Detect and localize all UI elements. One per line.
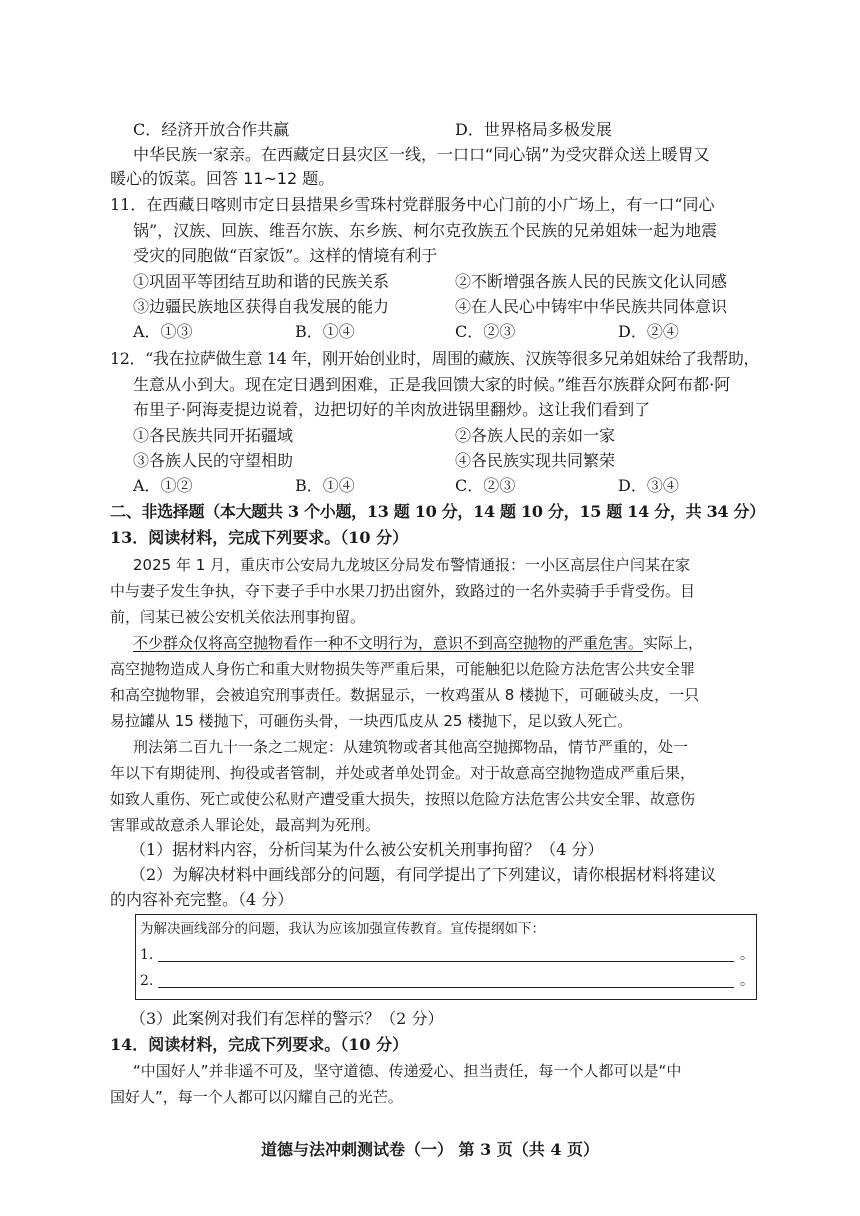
answer-box <box>135 914 757 1000</box>
q11-stem: 受灾的同胞做“百家饭”。这样的情境有利于 <box>133 246 438 265</box>
q13-sub-3: （3）此案例对我们有怎样的警示？（2 分） <box>130 1009 444 1028</box>
q13-material: 前，闫某已被公安机关依法刑事拘留。 <box>110 608 366 626</box>
intro-line: 暖心的饭菜。回答 11~12 题。 <box>110 169 335 188</box>
q13-material <box>133 631 703 655</box>
q11-choice-d: D．②④ <box>618 322 679 341</box>
q13-material: 刑法第二百九十一条之二规定：从建筑物或者其他高空抛掷物品，情节严重的，处一 <box>133 738 689 756</box>
q12-choice-c: C．②③ <box>455 476 516 495</box>
q13-sub-2: （2）为解决材料中画线部分的问题，有同学提出了下列建议，请你根据材料将建议 <box>130 865 717 884</box>
q11-choice-a: A．①③ <box>133 322 193 341</box>
q11-choice-b: B．①④ <box>295 322 355 341</box>
q13-material: 如致人重伤、死亡或使公私财产遭受重大损失，按照以危险方法危害公共安全罪、故意伤 <box>110 790 696 808</box>
q12-choice-a: A．①② <box>133 476 193 495</box>
q11-stem: 11．在西藏日喀则市定日县措果乡雪珠村党群服务中心门前的小广场上，有一口“同心 <box>110 195 715 214</box>
answer-box-header: 为解决画线部分的问题，我认为应该加强宣传教育。宣传提纲如下： <box>140 921 545 937</box>
q12-choice-d: D．③④ <box>618 476 679 495</box>
q11-statement-1: ①巩固平等团结互助和谐的民族关系 <box>133 272 390 291</box>
q13-title: 13．阅读材料，完成下列要求。（10 分） <box>110 528 409 547</box>
q11-choice-c: C．②③ <box>455 322 516 341</box>
q13-material: 易拉罐从 15 楼抛下，可砸伤头骨，一块西瓜皮从 25 楼抛下，足以致人死亡。 <box>110 712 633 730</box>
q14-material: 国好人”，每一个人都可以闪耀自己的光芒。 <box>110 1088 403 1106</box>
q12-stem: 布里子·阿海麦提边说着，边把切好的羊肉放进锅里翻炒。这让我们看到了 <box>133 400 651 419</box>
q13-material: 害罪或故意杀人罪论处，最高判为死刑。 <box>110 816 381 834</box>
q12-stem: 生意从小到大。现在定日遇到困难，正是我回馈大家的时候。”维吾尔族群众阿布都·阿 <box>133 375 731 394</box>
q14-material: “中国好人”并非遥不可及，坚守道德、传递爱心、担当责任，每一个人都可以是“中 <box>133 1062 682 1080</box>
page-footer: 道德与法冲刺测试卷（一） 第 3 页（共 4 页） <box>260 1140 600 1159</box>
q11-statement-3: ③边疆民族地区获得自我发展的能力 <box>133 297 390 316</box>
q13-material: 中与妻子发生争执，夺下妻子手中水果刀扔出窗外，致路过的一名外卖骑手手背受伤。目 <box>110 582 696 600</box>
answer-end-mark: 。 <box>740 947 754 963</box>
q12-stem: 12．“我在拉萨做生意 14 年，刚开始创业时，周围的藏族、汉族等很多兄弟姐妹给了我帮助， <box>110 349 760 368</box>
answer-blank-1[interactable] <box>158 947 734 962</box>
answer-end-mark: 。 <box>740 973 754 989</box>
q12-statement-1: ①各民族共同开拓疆域 <box>133 426 294 445</box>
q14-title: 14．阅读材料，完成下列要求。（10 分） <box>110 1035 409 1054</box>
q13-material: 高空抛物造成人身伤亡和重大财物损失等严重后果，可能触犯以危险方法危害公共安全罪 <box>110 660 696 678</box>
q13-material: 年以下有期徒刑、拘役或者管制，并处或者单处罚金。对于故意高空抛物造成严重后果， <box>110 764 696 782</box>
intro-line: 中华民族一家亲。在西藏定日县灾区一线，一口口“同心锅”为受灾群众送上暖胃又 <box>133 145 710 164</box>
q13-material: 和高空抛物罪，会被追究刑事责任。数据显示，一枚鸡蛋从 8 楼抛下，可砸破头皮，一只 <box>110 686 700 704</box>
option-c: C．经济开放合作共赢 <box>133 120 290 139</box>
option-d: D．世界格局多极发展 <box>455 120 612 139</box>
answer-item-label: 1. <box>140 947 154 963</box>
q11-stem: 锅”，汉族、回族、维吾尔族、东乡族、柯尔克孜族五个民族的兄弟姐妹一起为地震 <box>133 221 718 240</box>
q12-statement-4: ④各民族实现共同繁荣 <box>455 451 616 470</box>
material-text: 实际上， <box>643 634 704 652</box>
q13-sub-1: （1）据材料内容，分析闫某为什么被公安机关刑事拘留？（4 分） <box>130 840 604 859</box>
answer-blank-2[interactable] <box>158 973 734 988</box>
answer-item-label: 2. <box>140 973 154 989</box>
q12-choice-b: B．①④ <box>295 476 355 495</box>
q11-statement-2: ②不断增强各族人民的民族文化认同感 <box>455 272 728 291</box>
q12-statement-2: ②各族人民的亲如一家 <box>455 426 616 445</box>
q13-material: 2025 年 1 月，重庆市公安局九龙坡区分局发布警情通报：一小区高层住户闫某在家 <box>133 556 691 574</box>
q13-sub-2: 的内容补充完整。（4 分） <box>110 890 294 909</box>
section-heading: 二、非选择题（本大题共 3 个小题，13 题 10 分，14 题 10 分，15 题 14 分，共 34 分） <box>110 502 765 521</box>
q12-statement-3: ③各族人民的守望相助 <box>133 451 294 470</box>
underlined-sentence: 不少群众仅将高空抛物看作一种不文明行为，意识不到高空抛物的严重危害。 <box>133 634 644 652</box>
q11-statement-4: ④在人民心中铸牢中华民族共同体意识 <box>455 297 728 316</box>
